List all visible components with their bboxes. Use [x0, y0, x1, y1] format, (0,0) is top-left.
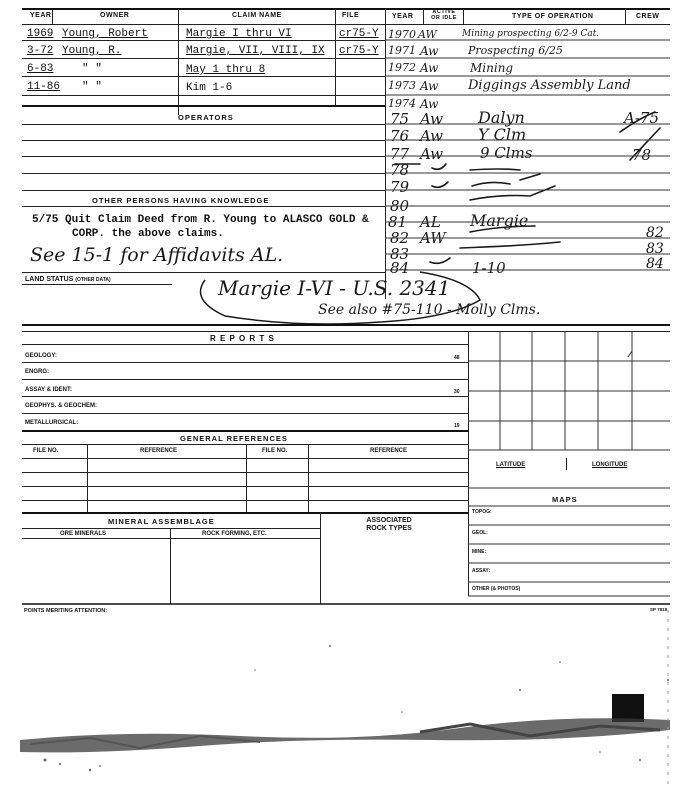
report-row-label: ASSAY & IDENT: [25, 387, 73, 393]
status-year: 84 [390, 259, 410, 277]
mineral-assemblage-title: MINERAL ASSEMBLAGE [108, 517, 215, 526]
maps-item: TOPOG: [472, 509, 492, 515]
row-file: cr75-Y [339, 45, 379, 57]
report-row-label: ENGRG: [25, 369, 49, 375]
status-type: Mining prospecting 6/2-9 Cat. [462, 29, 600, 39]
status-year: 81 [388, 213, 408, 231]
status-year: 75 [390, 110, 410, 128]
report-row-label: GEOPHYS. & GEOCHEM: [25, 403, 98, 409]
status-active: Aw [420, 110, 443, 128]
report-row-num: 19 [454, 423, 460, 429]
status-type: 1-10 [472, 259, 506, 277]
land-status-note-1: Margie I-VI - U.S. 2341 [218, 276, 451, 300]
header-active-idle: ACTIVE OR IDLE [431, 9, 457, 21]
status-type: Prospecting 6/25 [468, 44, 563, 57]
status-year: 1973 [388, 79, 416, 92]
other-persons-line-1: 5/75 Quit Claim Deed from R. Young to ALASCO GOLD & [32, 214, 369, 226]
longitude-label: LONGITUDE [592, 462, 628, 468]
status-type: Mining [470, 61, 514, 75]
land-status-sub: (OTHER DATA) [75, 277, 111, 283]
status-active: Aw [420, 145, 443, 163]
status-active: Aw [420, 61, 439, 75]
status-year: 76 [390, 127, 410, 145]
status-crew: A-75 [624, 109, 659, 127]
status-year: 83 [390, 245, 410, 263]
status-crew: 83 [646, 241, 664, 257]
associated-rock-types-label: ASSOCIATED ROCK TYPES [366, 517, 412, 532]
status-crew: 78 [632, 146, 652, 164]
status-year: 77 [390, 145, 410, 163]
row-owner: " " [82, 81, 102, 93]
status-active: Aw [420, 97, 439, 111]
points-meriting-attention-label: POINTS MERITING ATTENTION: [24, 608, 108, 614]
row-year: 1969 [27, 28, 54, 40]
status-year: 1972 [388, 61, 416, 74]
status-type: 9 Clms [480, 144, 533, 162]
report-row-label: GEOLOGY: [25, 353, 57, 359]
status-active: AL [420, 213, 441, 231]
header-owner: OWNER [100, 12, 130, 19]
ref-col-file-no: FILE NO. [262, 448, 288, 454]
report-row-num: 48 [454, 355, 460, 361]
ore-minerals-label: ORE MINERALS [60, 531, 107, 537]
status-year: 1970 [388, 28, 416, 41]
status-year: 78 [390, 161, 410, 179]
status-active: AW [418, 28, 437, 41]
reports-title: R E P O R T S [210, 334, 275, 343]
status-type: Y Clm [478, 125, 527, 144]
maps-title: MAPS [552, 495, 578, 504]
report-row-label: METALLURGICAL: [25, 420, 79, 426]
status-year: 1971 [388, 44, 416, 57]
header-year: YEAR [30, 12, 52, 19]
row-year: 6-83 [27, 63, 54, 75]
row-year: 11-86 [27, 81, 61, 93]
header-file: FILE [342, 12, 360, 19]
status-active: Aw [420, 44, 439, 58]
form-number: SP 7818 [650, 607, 668, 612]
row-year: 3-72 [27, 45, 54, 57]
ref-col-reference: REFERENCE [370, 448, 408, 454]
maps-item: GEOL: [472, 530, 488, 536]
status-active: AW [420, 229, 446, 247]
header-type-of-operation: TYPE OF OPERATION [512, 13, 594, 20]
land-status-note-2: See also #75-110 - Molly Clms. [318, 302, 541, 318]
maps-item: MINE: [472, 549, 487, 555]
latitude-label: LATITUDE [496, 462, 526, 468]
ref-col-reference: REFERENCE [140, 448, 178, 454]
affidavit-note: See 15-1 for Affidavits AL. [30, 244, 284, 266]
status-crew: 82 [646, 225, 664, 241]
other-persons-line-2: CORP. the above claims. [72, 228, 224, 240]
status-year: 1974 [388, 97, 416, 110]
status-type: Diggings Assembly Land [468, 78, 631, 93]
maps-item: ASSAY: [472, 568, 491, 574]
row-file: cr75-Y [339, 28, 379, 40]
header-status-year: YEAR [392, 13, 414, 20]
status-year: 80 [390, 197, 410, 215]
header-crew: CREW [636, 13, 660, 20]
row-owner: Young, Robert [62, 28, 148, 40]
rock-forming-label: ROCK FORMING, ETC. [202, 531, 267, 537]
operators-title: OPERATORS [178, 113, 234, 122]
row-owner: " " [82, 63, 102, 75]
other-persons-title: OTHER PERSONS HAVING KNOWLEDGE [92, 196, 270, 205]
status-active: Aw [420, 79, 439, 93]
row-owner: Young, R. [62, 45, 122, 57]
ref-col-file-no: FILE NO. [33, 448, 59, 454]
status-year: 82 [390, 229, 410, 247]
maps-item: OTHER (& PHOTOS) [472, 586, 521, 592]
row-claim: Margie, VII, VIII, IX [186, 45, 325, 57]
report-row-num: 30 [454, 389, 460, 395]
row-claim: Kim 1-6 [186, 82, 233, 94]
row-claim: Margie I thru VI [186, 28, 292, 40]
status-year: 79 [390, 178, 410, 196]
row-claim: May 1 thru 8 [186, 64, 266, 76]
status-type: Dalyn [478, 108, 525, 127]
status-active: Aw [420, 127, 443, 145]
land-status-text: LAND STATUS [25, 276, 74, 283]
status-type: Margie [470, 211, 529, 230]
general-references-title: GENERAL REFERENCES [180, 434, 288, 443]
header-claim-name: CLAIM NAME [232, 12, 282, 19]
status-crew: 84 [646, 256, 664, 272]
